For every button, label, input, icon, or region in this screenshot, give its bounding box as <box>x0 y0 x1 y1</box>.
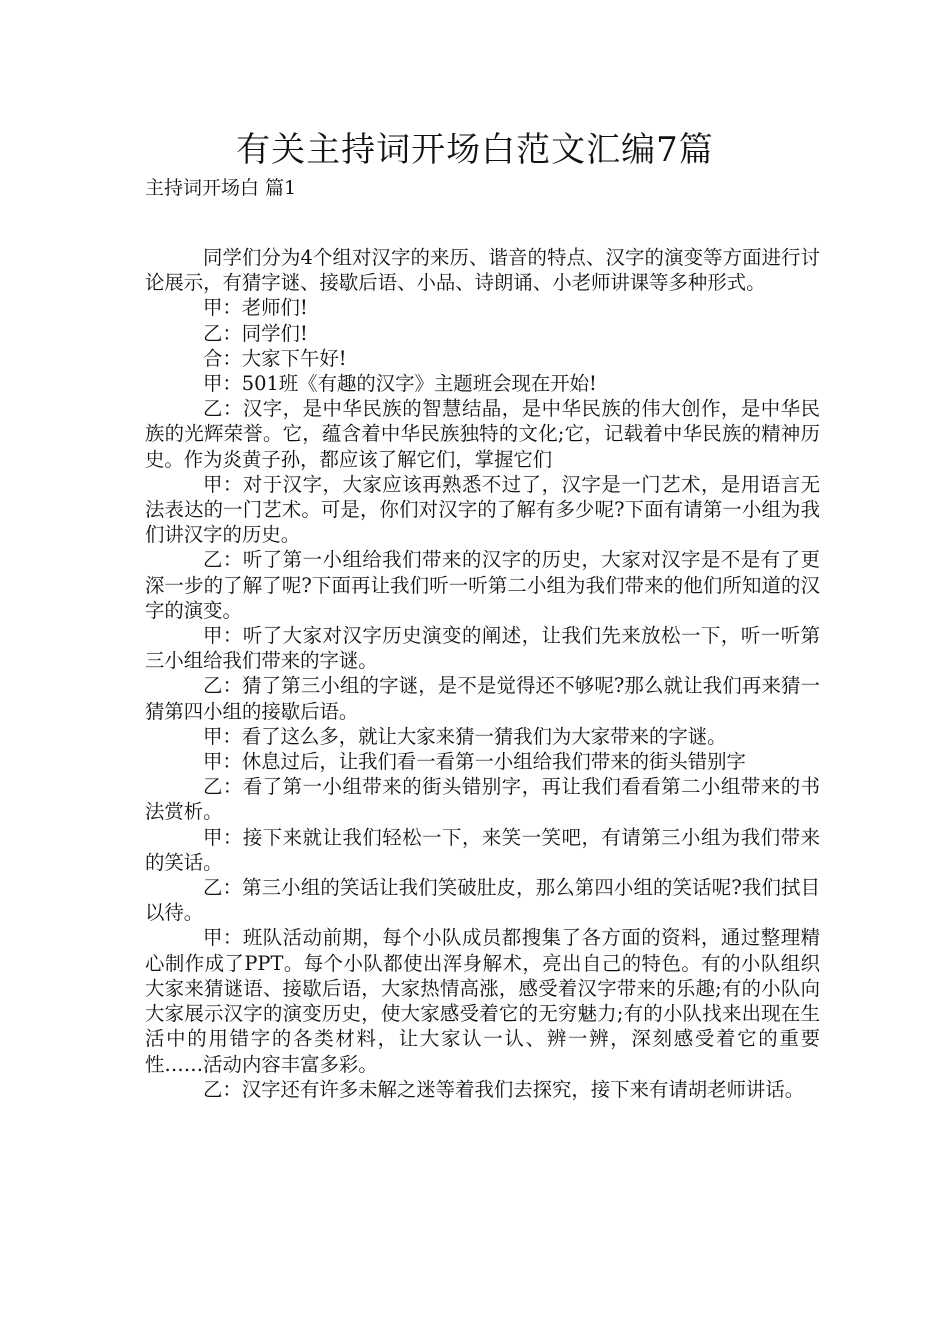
paragraph: 乙：汉字，是中华民族的智慧结晶，是中华民族的伟大创作，是中华民族的光辉荣誉。它，蕴含着中华民族独特的文化;它，记载着中华民族的精神历史。作为炎黄子孙，都应该了解它们，掌握它们 <box>145 397 820 471</box>
paragraph: 甲：看了这么多，就让大家来猜一猜我们为大家带来的字谜。 <box>203 724 727 748</box>
paragraph: 乙：猜了第三小组的字谜，是不是觉得还不够呢?那么就让我们再来猜一猜第四小组的接歇后语。 <box>145 674 820 723</box>
paragraph: 乙：汉字还有许多未解之迷等着我们去探究，接下来有请胡老师讲话。 <box>203 1077 805 1101</box>
paragraph: 合：大家下午好! <box>203 346 347 370</box>
paragraph: 乙：听了第一小组给我们带来的汉字的历史，大家对汉字是不是有了更深一步的了解了呢?下面再让我们听一听第二小组为我们带来的他们所知道的汉字的演变。 <box>145 548 820 622</box>
paragraph: 甲：休息过后，让我们看一看第一小组给我们带来的街头错别字 <box>203 750 746 774</box>
paragraph: 甲：班队活动前期，每个小队成员都搜集了各方面的资料，通过整理精心制作成了PPT。每个小队都使出浑身解术，亮出自己的特色。有的小队组织大家来猜谜语、接歇后语，大家热情高涨，感受着汉字带来的乐趣;有的小队向大家展示汉字的演变历史，使大家感受着它的无穷魅力;有的小队找来出现在生活中的用错字的各类材料，让大家认一认、辨一辨，深刻感受着它的重要性……活动内容丰富多彩。 <box>145 926 820 1076</box>
paragraph: 甲：听了大家对汉字历史演变的阐述，让我们先来放松一下，听一听第三小组给我们带来的字谜。 <box>145 624 820 673</box>
paragraph: 同学们分为4个组对汉字的来历、谐音的特点、汉字的演变等方面进行讨论展示，有猜字谜、接歇后语、小品、诗朗诵、小老师讲课等多种形式。 <box>145 246 820 295</box>
paragraph: 甲：接下来就让我们轻松一下，来笑一笑吧，有请第三小组为我们带来的笑话。 <box>145 825 820 874</box>
section-heading: 主持词开场白 篇1 <box>145 177 297 199</box>
paragraph: 甲：501班《有趣的汉字》主题班会现在开始! <box>203 372 597 396</box>
paragraph: 乙：看了第一小组带来的街头错别字，再让我们看看第二小组带来的书法赏析。 <box>145 775 820 824</box>
document-title: 有关主持词开场白范文汇编7篇 <box>236 130 714 170</box>
paragraph: 乙：同学们! <box>203 321 308 345</box>
paragraph: 甲：老师们! <box>203 296 308 320</box>
paragraph: 乙：第三小组的笑话让我们笑破肚皮，那么第四小组的笑话呢?我们拭目以待。 <box>145 876 820 925</box>
paragraph: 甲：对于汉字，大家应该再熟悉不过了，汉字是一门艺术，是用语言无法表达的一门艺术。可是，你们对汉字的了解有多少呢?下面有请第一小组为我们讲汉字的历史。 <box>145 472 820 547</box>
document-body <box>145 245 820 1102</box>
